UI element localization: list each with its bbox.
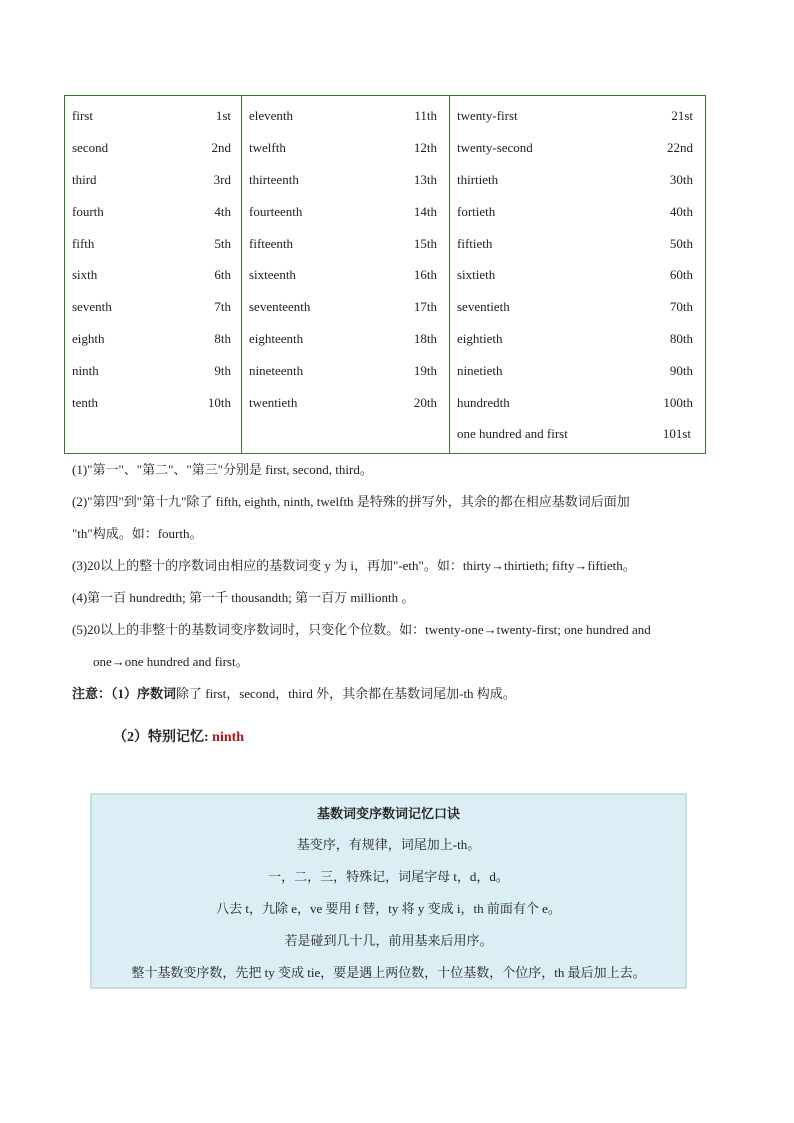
ordinal-word: sixtieth bbox=[457, 267, 496, 282]
ordinal-abbr: 4th bbox=[214, 204, 231, 219]
ordinal-abbr: 16th bbox=[413, 267, 437, 282]
ordinal-word: nineteenth bbox=[249, 363, 304, 378]
table-row bbox=[65, 393, 241, 413]
ordinal-abbr: 20th bbox=[413, 395, 437, 410]
special-memory-word: ninth bbox=[212, 730, 245, 745]
note-4: (4)第一百 hundredth; 第一千 thousandth; 第一百万 millionth 。 bbox=[72, 590, 415, 605]
ordinal-abbr: 30th bbox=[669, 172, 693, 187]
table-row bbox=[242, 106, 449, 126]
table-row bbox=[65, 106, 241, 126]
ordinal-word: thirtieth bbox=[457, 172, 499, 187]
ordinal-column-11-20 bbox=[242, 96, 450, 453]
ordinal-word: seventeenth bbox=[249, 299, 311, 314]
table-row bbox=[450, 170, 705, 190]
ordinal-word: sixteenth bbox=[249, 267, 296, 282]
ordinal-word: hundredth bbox=[457, 395, 510, 410]
ordinal-word: eighteenth bbox=[249, 331, 304, 346]
ordinal-abbr: 70th bbox=[669, 299, 693, 314]
table-row bbox=[242, 170, 449, 190]
rhyme-line: 若是碰到几十几，前用基来后用序。 bbox=[284, 933, 493, 948]
ordinal-word: eleventh bbox=[249, 108, 294, 123]
note-1: (1)"第一"、"第二"、"第三"分别是 first, second, third。 bbox=[72, 462, 373, 477]
attention-text: 除了 first，second，third 外，其余都在基数词尾加-th 构成。 bbox=[176, 686, 516, 701]
table-row bbox=[450, 234, 705, 254]
note-2-continued: "th"构成。如：fourth。 bbox=[72, 526, 203, 541]
ordinal-word: fourteenth bbox=[249, 204, 303, 219]
attention-label: 注意：（1）序数词 bbox=[72, 686, 177, 701]
table-row bbox=[242, 138, 449, 158]
ordinal-column-21-101 bbox=[450, 96, 705, 453]
ordinal-column-1-10 bbox=[65, 96, 242, 453]
table-row bbox=[65, 361, 241, 381]
table-row bbox=[450, 297, 705, 317]
table-row bbox=[450, 265, 705, 285]
ordinal-word: thirteenth bbox=[249, 172, 299, 187]
table-row bbox=[65, 170, 241, 190]
ordinal-abbr: 90th bbox=[669, 363, 693, 378]
table-row bbox=[450, 329, 705, 349]
table-row bbox=[65, 202, 241, 222]
rhyme-title: 基数词变序数词记忆口诀 bbox=[316, 806, 460, 821]
ordinal-word: seventieth bbox=[457, 299, 510, 314]
ordinal-abbr: 40th bbox=[669, 204, 693, 219]
ordinal-word: seventh bbox=[72, 299, 112, 314]
ordinal-word: twenty-second bbox=[457, 140, 533, 155]
mnemonic-rhyme-box bbox=[90, 793, 687, 989]
ordinal-abbr: 17th bbox=[413, 299, 437, 314]
table-row bbox=[65, 265, 241, 285]
table-row bbox=[65, 234, 241, 254]
ordinal-word: eightieth bbox=[457, 331, 503, 346]
special-memory-heading bbox=[113, 726, 244, 746]
ordinal-abbr: 18th bbox=[413, 331, 437, 346]
table-row bbox=[242, 329, 449, 349]
attention-note bbox=[72, 684, 516, 704]
table-row bbox=[242, 297, 449, 317]
table-row bbox=[242, 234, 449, 254]
table-row bbox=[65, 329, 241, 349]
ordinal-abbr: 11th bbox=[414, 108, 437, 123]
note-5-continued: one→one hundred and first。 bbox=[93, 654, 249, 669]
ordinal-word: tenth bbox=[72, 395, 98, 410]
ordinal-abbr: 19th bbox=[413, 363, 437, 378]
ordinal-word: fiftieth bbox=[457, 236, 493, 251]
ordinal-abbr: 8th bbox=[214, 331, 231, 346]
ordinal-abbr: 14th bbox=[413, 204, 437, 219]
ordinal-word: fifteenth bbox=[249, 236, 294, 251]
rhyme-line: 八去 t，九除 e，ve 要用 f 替，ty 将 y 变成 i，th 前面有个 e。 bbox=[216, 901, 561, 916]
ordinal-word: fourth bbox=[72, 204, 104, 219]
ordinal-word: ninetieth bbox=[457, 363, 503, 378]
ordinal-table bbox=[64, 95, 706, 454]
ordinal-abbr: 9th bbox=[214, 363, 231, 378]
ordinal-abbr: 13th bbox=[413, 172, 437, 187]
ordinal-word: twenty-first bbox=[457, 108, 518, 123]
note-2: (2)"第四"到"第十九"除了 fifth, eighth, ninth, twelfth 是特殊的拼写外，其余的都在相应基数词后面加 bbox=[72, 494, 630, 509]
table-row bbox=[450, 138, 705, 158]
note-5: (5)20以上的非整十的基数词变序数词时，只变化个位数。如：twenty-one→twenty-first; one hundred and bbox=[72, 622, 651, 637]
ordinal-abbr: 3rd bbox=[213, 172, 231, 187]
table-row bbox=[450, 361, 705, 381]
ordinal-abbr: 1st bbox=[215, 108, 231, 123]
ordinal-abbr: 80th bbox=[669, 331, 693, 346]
table-row bbox=[242, 202, 449, 222]
ordinal-abbr: 7th bbox=[214, 299, 231, 314]
ordinal-word: fifth bbox=[72, 236, 95, 251]
ordinal-abbr: 21st bbox=[671, 108, 693, 123]
table-row bbox=[242, 393, 449, 413]
ordinal-word: twelfth bbox=[249, 140, 286, 155]
special-memory-label: （2）特别记忆: bbox=[113, 730, 213, 745]
table-row bbox=[242, 361, 449, 381]
table-row bbox=[65, 297, 241, 317]
table-row bbox=[450, 106, 705, 126]
ordinal-word: sixth bbox=[72, 267, 98, 282]
ordinal-word: eighth bbox=[72, 331, 105, 346]
note-3: (3)20以上的整十的序数词由相应的基数词变 y 为 i，再加"-eth"。如：thirty→thirtieth; fifty→fiftieth。 bbox=[72, 558, 636, 573]
ordinal-word: first bbox=[72, 108, 93, 123]
ordinal-abbr: 50th bbox=[669, 236, 693, 251]
ordinal-word: twentieth bbox=[249, 395, 298, 410]
table-row bbox=[242, 265, 449, 285]
ordinal-word: third bbox=[72, 172, 97, 187]
ordinal-abbr: 12th bbox=[413, 140, 437, 155]
table-row bbox=[65, 138, 241, 158]
ordinal-word: one hundred and first bbox=[457, 426, 568, 441]
ordinal-abbr: 6th bbox=[214, 267, 231, 282]
ordinal-word: second bbox=[72, 140, 109, 155]
ordinal-abbr: 2nd bbox=[211, 140, 231, 155]
ordinal-abbr: 5th bbox=[214, 236, 231, 251]
ordinal-word: fortieth bbox=[457, 204, 496, 219]
table-row bbox=[450, 202, 705, 222]
rhyme-line: 一，二，三，特殊记，词尾字母 t，d，d。 bbox=[268, 869, 509, 884]
ordinal-abbr: 22nd bbox=[667, 140, 693, 155]
rhyme-line: 整十基数变序数，先把 ty 变成 tie，要是遇上两位数，十位基数，个位序，th 最后加上去。 bbox=[131, 965, 646, 980]
ordinal-abbr: 101st bbox=[662, 426, 691, 441]
rhyme-line: 基变序，有规律，词尾加上-th。 bbox=[296, 837, 481, 852]
ordinal-word: ninth bbox=[72, 363, 99, 378]
ordinal-abbr: 15th bbox=[413, 236, 437, 251]
ordinal-abbr: 100th bbox=[663, 395, 693, 410]
ordinal-abbr: 60th bbox=[669, 267, 693, 282]
table-row bbox=[450, 424, 705, 444]
ordinal-abbr: 10th bbox=[207, 395, 231, 410]
table-row bbox=[450, 393, 705, 413]
